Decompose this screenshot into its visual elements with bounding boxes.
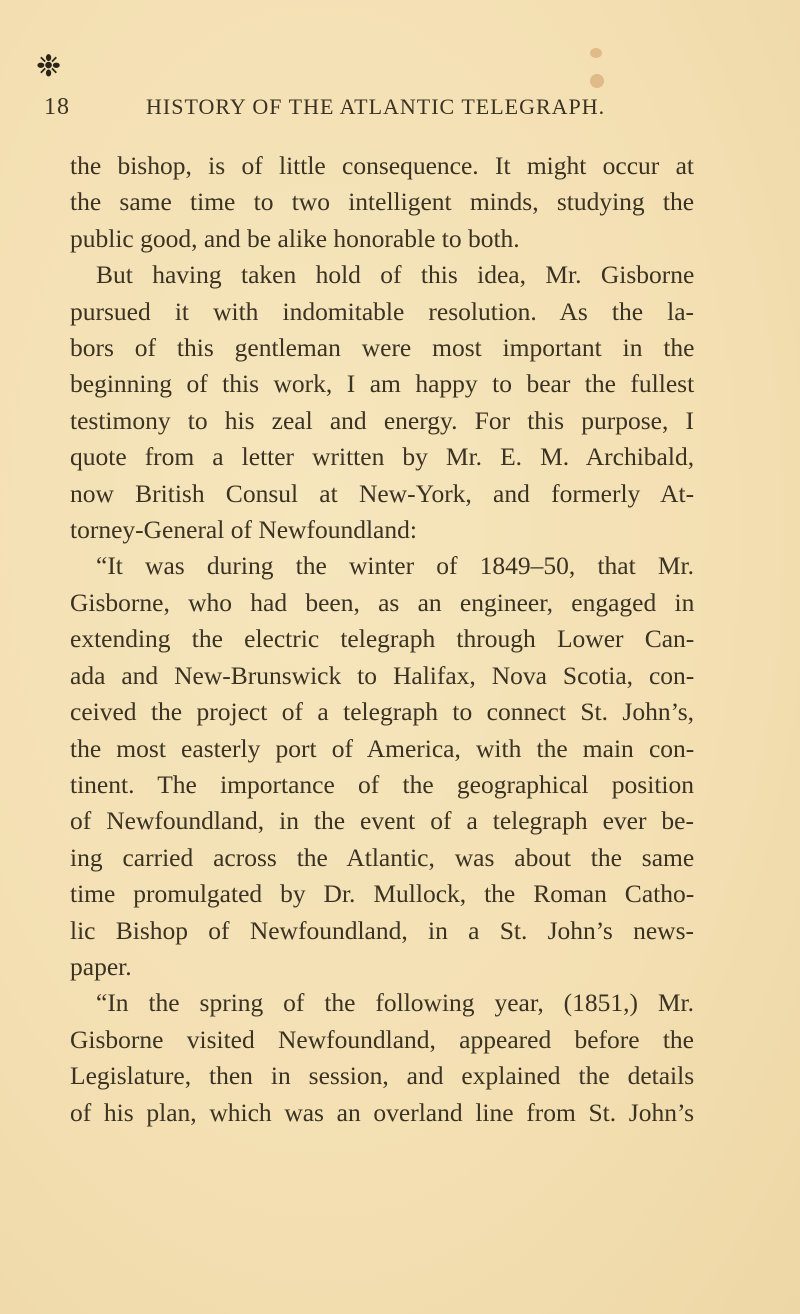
text-line: pursued it with indomitable resolution. As the la- <box>70 296 694 326</box>
text-line: now British Consul at New-York, and formerly At- <box>70 478 695 508</box>
printer-ornament-icon: ❉ <box>36 49 62 84</box>
text-line: time promulgated by Dr. Mullock, the Roman Catho- <box>70 879 695 909</box>
text-line: quote from a letter written by Mr. E. M. Archibald, <box>70 442 695 472</box>
text-line: public good, and be alike honorable to both. <box>70 223 520 253</box>
text-line: “It was during the winter of 1849–50, that Mr. <box>96 551 694 581</box>
text-line: “In the spring of the following year, (1851,) Mr. <box>96 988 694 1018</box>
text-line: the most easterly port of America, with the main con- <box>70 733 695 763</box>
text-line: ceived the project of a telegraph to connect St. John’s, <box>70 697 694 727</box>
text-line: extending the electric telegraph through Lower Can- <box>70 624 695 654</box>
page-number: 18 <box>44 94 70 120</box>
text-line: ada and New-Brunswick to Halifax, Nova Scotia, con- <box>70 660 695 690</box>
text-line: paper. <box>70 951 132 981</box>
text-line: lic Bishop of Newfoundland, in a St. John’s news- <box>70 915 694 945</box>
text-line: But having taken hold of this idea, Mr. Gisborne <box>96 260 695 290</box>
text-line: testimony to his zeal and energy. For this purpose, I <box>70 405 694 435</box>
text-line: torney-General of Newfoundland: <box>70 515 417 545</box>
text-line: Legislature, then in session, and explained the details <box>70 1061 695 1091</box>
page-body-text <box>70 148 694 1131</box>
text-line: of Newfoundland, in the event of a telegraph ever be- <box>70 806 694 836</box>
foxing-stain <box>590 74 604 88</box>
text-line: ing carried across the Atlantic, was about the same <box>70 842 695 872</box>
text-line: bors of this gentleman were most important in the <box>70 333 695 363</box>
text-line: of his plan, which was an overland line from St. John’s <box>70 1097 694 1127</box>
text-line: Gisborne visited Newfoundland, appeared before the <box>70 1024 694 1054</box>
text-line: tinent. The importance of the geographical position <box>70 769 694 799</box>
running-title: HISTORY OF THE ATLANTIC TELEGRAPH. <box>146 94 606 119</box>
text-line: beginning of this work, I am happy to bear the fullest <box>70 369 695 399</box>
foxing-stain <box>590 48 602 58</box>
text-line: the same time to two intelligent minds, studying the <box>70 187 695 217</box>
running-header <box>44 94 744 121</box>
text-line: Gisborne, who had been, as an engineer, engaged in <box>70 587 695 617</box>
text-line: the bishop, is of little consequence. It might occur at <box>70 151 694 180</box>
